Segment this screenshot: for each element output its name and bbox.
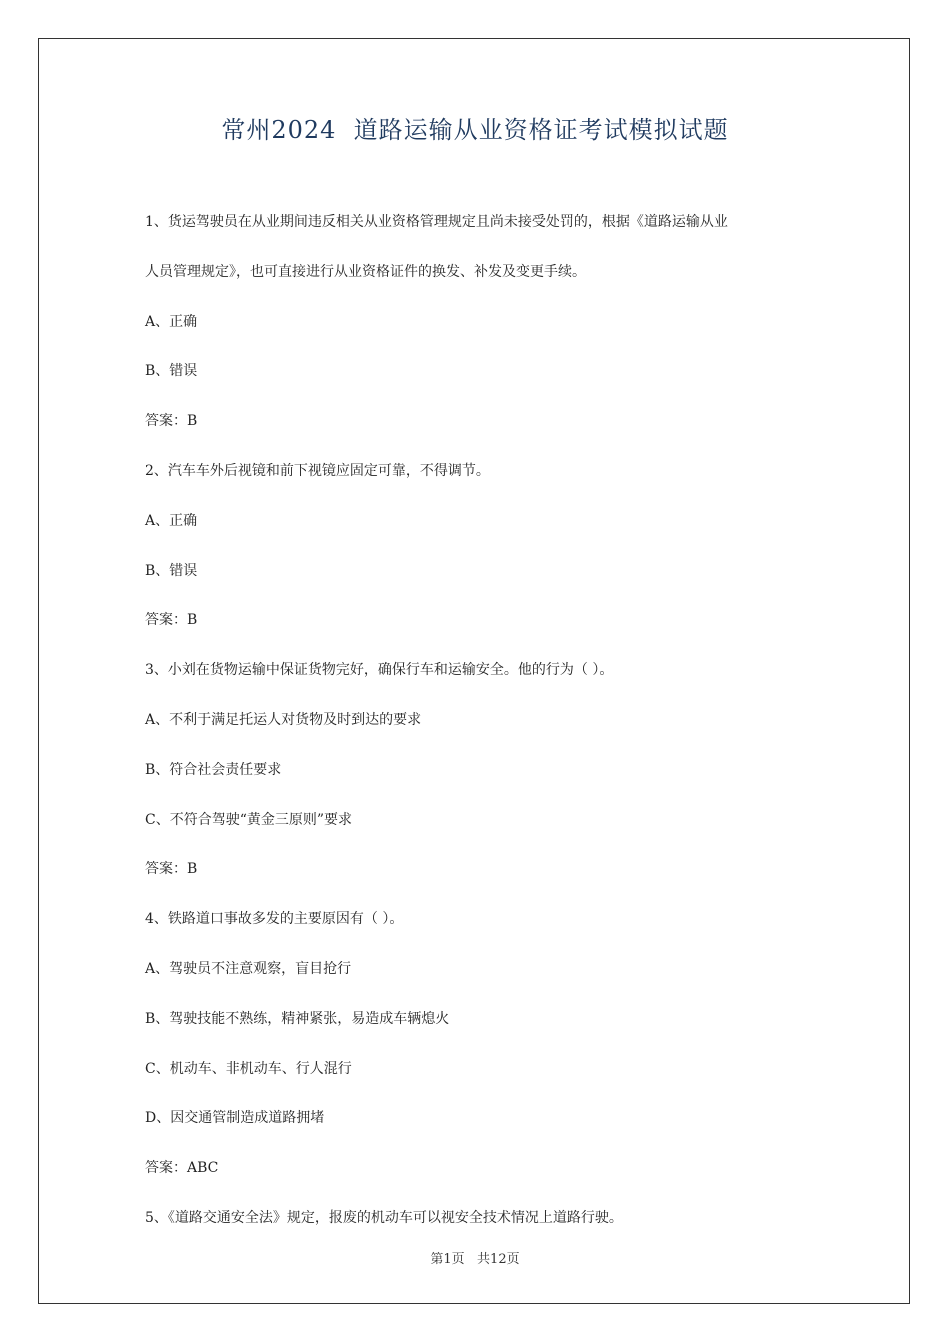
- question-4-answer: 答案：ABC: [145, 1160, 219, 1177]
- question-3-option-b: B、符合社会责任要求: [145, 761, 282, 778]
- question-2-answer: 答案：B: [145, 612, 198, 629]
- page-footer: 第1页 共12页: [430, 1252, 520, 1267]
- question-1-option-a: A、正确: [145, 313, 198, 330]
- question-3-answer: 答案：B: [145, 861, 198, 878]
- question-4-option-b: B、驾驶技能不熟练，精神紧张，易造成车辆熄火: [145, 1010, 450, 1027]
- question-3-option-c: C、不符合驾驶“黄金三原则”要求: [145, 811, 353, 828]
- question-2-option-a: A、正确: [145, 512, 198, 529]
- question-4-option-a: A、驾驶员不注意观察，盲目抢行: [145, 960, 352, 977]
- question-4-option-c: C、机动车、非机动车、行人混行: [145, 1060, 352, 1077]
- question-1-text-line-2: 人员管理规定》，也可直接进行从业资格证件的换发、补发及变更手续。: [145, 263, 586, 280]
- question-3-text: 3、小刘在货物运输中保证货物完好，确保行车和运输安全。他的行为（ ）。: [145, 662, 614, 679]
- question-3-option-a: A、不利于满足托运人对货物及时到达的要求: [145, 711, 422, 728]
- document-body: [145, 198, 825, 1244]
- question-1-option-b: B、错误: [145, 363, 198, 380]
- question-4-text: 4、铁路道口事故多发的主要原因有（ ）。: [145, 911, 404, 928]
- question-1-answer: 答案：B: [145, 413, 198, 430]
- question-2-option-b: B、错误: [145, 562, 198, 579]
- question-2-text: 2、汽车车外后视镜和前下视镜应固定可靠，不得调节。: [145, 462, 490, 479]
- question-1-text-line-1: 1、货运驾驶员在从业期间违反相关从业资格管理规定且尚未接受处罚的，根据《道路运输从业: [145, 214, 728, 230]
- document-title: 常州2024 道路运输从业资格证考试模拟试题: [221, 116, 729, 144]
- question-4-option-d: D、因交通管制造成道路拥堵: [145, 1110, 325, 1127]
- question-5-text: 5、《道路交通安全法》规定，报废的机动车可以视安全技术情况上道路行驶。: [145, 1209, 623, 1226]
